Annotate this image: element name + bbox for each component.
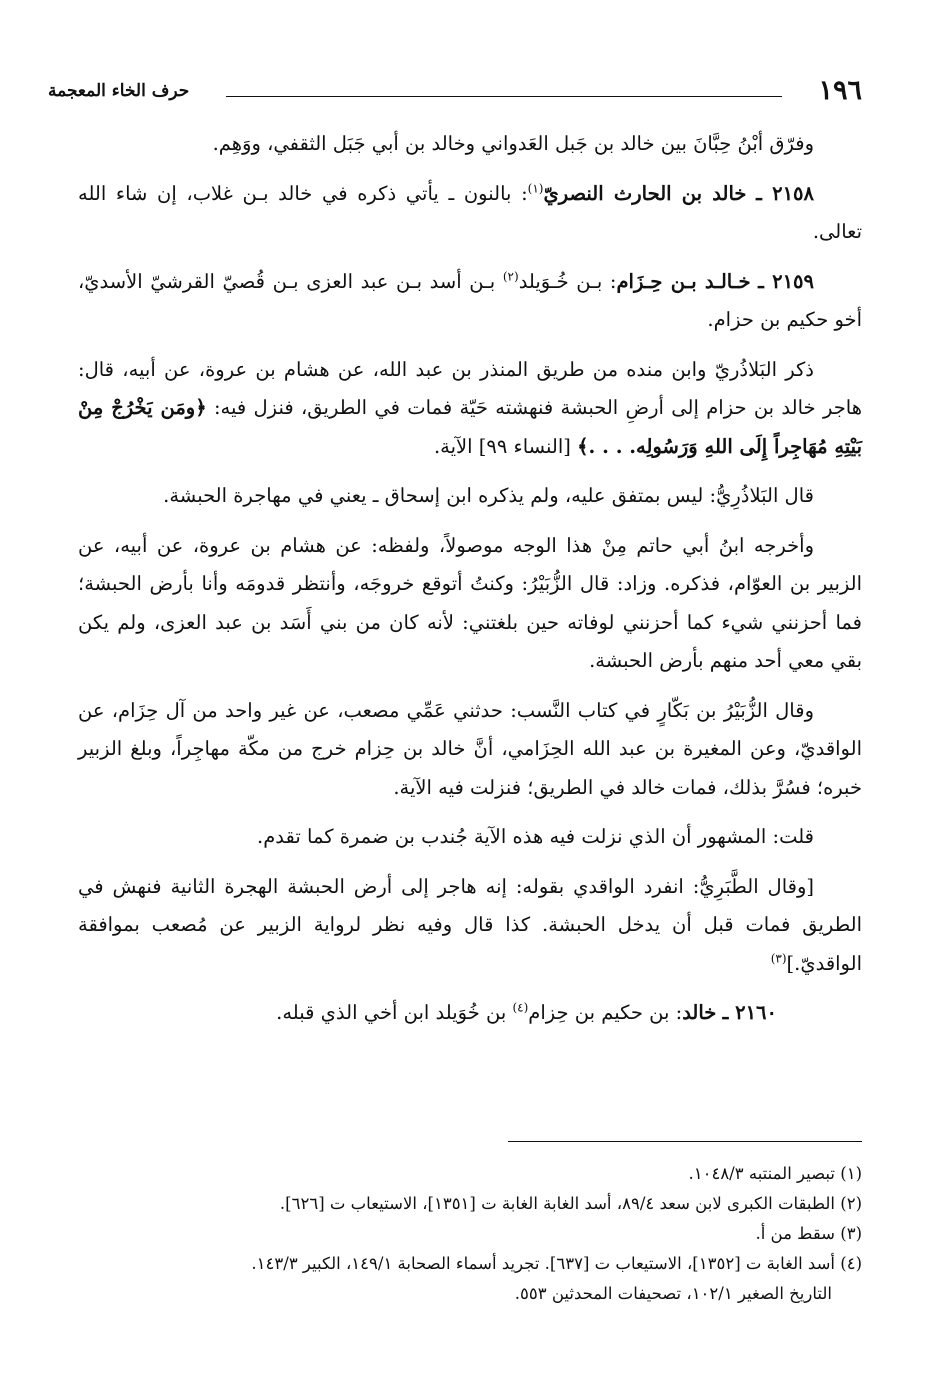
main-text [78,125,862,1044]
footnote-ref: (٣) [770,951,787,965]
footnote-text: (١) تبصير المنتبه ١٠٤٨/٣. [688,1164,862,1183]
verse-citation: [النساء ٩٩] الآية. [433,434,578,458]
quran-verse: ﴿ومَن يَخْرُجْ مِنْ بَيْتِهِ مُهَاجِراً إِلَى اللهِ وَرَسُولِه. . . .﴾ [78,396,862,458]
paragraph-text: ذكر البَلاذُريّ وابن منده من طريق المنذر بن عبد الله، عن هشام بن عروة، عن أبيه، قال: هاجر خالد بن حزام إلى أرضِ الحبشة فنهشته حَيّة فمات في الطريق، فنزل فيه: [78,357,862,419]
paragraph [78,477,862,516]
running-header [48,76,862,114]
paragraph-text: [وقال الطَّبَرِيُّ: انفرد الواقدي بقوله: إنه هاجر إلى أرض الحبشة الهجرة الثانية فنهش في الطريق فمات قبل أن يدخل الحبشة. كذا قال وفيه نظر لرواية الزبير عن مُصعب بموافقة الواقديّ.] [78,874,862,975]
entry-2158 [78,175,862,252]
footnote-ref: (٢) [502,269,519,283]
paragraph-text: قال البَلاذُرِيُّ: ليس بمتفق عليه، ولم يذكره ابن إسحاق ـ يعني في مهاجرة الحبشة. [163,484,814,507]
footnote-ref: (١) [527,181,544,195]
footnote-text: (٣) سقط من أ. [755,1224,862,1243]
entry-2159 [78,263,862,340]
entry-name: خـالـد بـن حِـزَام [616,269,751,293]
footnote [78,1189,862,1219]
footnote-separator [508,1141,862,1142]
paragraph [78,351,862,467]
entry-text: بن خُوَيلد ابن أخي الذي قبله. [276,1001,513,1024]
page-number: ١٩٦ [818,75,862,106]
paragraph [78,692,862,808]
chapter-title: حرف الخاء المعجمة [48,81,190,101]
header-rule [226,96,782,97]
entry-number: ٢١٥٨ ـ [756,181,814,205]
entry-lineage: : بـن خُـوَيلد [518,269,617,293]
paragraph [78,868,862,984]
footnote-text: (٤) أسد الغابة ت [١٣٥٢]، الاستيعاب ت [٦٣٧]. تجريد أسماء الصحابة ١٤٩/١، الكبير ١٤٣/٣. [251,1254,862,1273]
footnote-continuation: التاريخ الصغير ١٠٢/١، تصحيفات المحدثين ٥٥٣. [514,1284,832,1303]
entry-number: ٢١٥٩ ـ [758,269,814,293]
paragraph-text: وفرّق أبْنُ حِبَّانَ بين خالد بن جَبل العَدواني وخالد بن أبي جَبَل الثقفي، ووَهِم. [212,132,814,155]
paragraph-text: وقال الزُّبَيْرُ بن بَكّارٍ في كتاب النَّسب: حدثني عَمِّي مصعب، عن غير واحد من آل حِزَام، عن الواقديّ، وعن المغيرة بن عبد الله الحِزَامي، أنَّ خالد بن حِزام خرج من مكّة مهاجِراً، وبلغ الزبير خبره؛ فسُرَّ بذلك، فمات خالد في الطريق؛ فنزلت فيه الآية. [78,698,862,799]
footnote [78,1219,862,1249]
footnotes [78,1159,862,1309]
entry-number: ٢١٦٠ ـ [722,1001,777,1024]
paragraph [78,818,862,857]
entry-lineage: : بن حكيم بن حِزام [528,1001,683,1024]
footnote [78,1249,862,1309]
paragraph-text: وأخرجه ابنُ أبي حاتم مِنْ هذا الوجه موصولاً، ولفظه: عن هشام بن عروة، عن أبيه، عن الزبير بن العوّام، فذكره. وزاد: قال الزُّبَيْرُ: وكنتُ أتوقع خروجَه، وأنتظر قدومَه وأنا بأرض الحبشة؛ فما أحزنني شيء كما أحزنني لوفاته حين بلغتني: لأنه كان من بني أَسَد بن عبد العزى، ولم يكن بقي معي أحد منهم بأرض الحبشة. [78,533,862,672]
entry-text: : بالنون ـ يأتي ذكره في خالد بـن غلاب، إن شاء الله تعالى. [78,181,862,243]
paragraph [78,527,862,681]
entry-text: بـن أسد بـن عبد العزى بـن قُصيّ القرشيّ الأسديّ، أخو حكيم بن حزام. [78,269,862,331]
footnote [78,1159,862,1189]
paragraph [78,125,862,164]
paragraph-text: قلت: المشهور أن الذي نزلت فيه هذه الآية جُندب بن ضمرة كما تقدم. [257,825,814,848]
footnote-text: (٢) الطبقات الكبرى لابن سعد ٨٩/٤، أسد الغابة الغابة ت [١٣٥١]، الاستيعاب ت [٦٢٦]. [279,1194,862,1213]
entry-name: خالد [682,1001,717,1024]
entry-name: خالد بن الحارث النصريّ [543,181,747,205]
entry-2160 [78,994,862,1033]
footnote-ref: (٤) [512,1000,529,1015]
